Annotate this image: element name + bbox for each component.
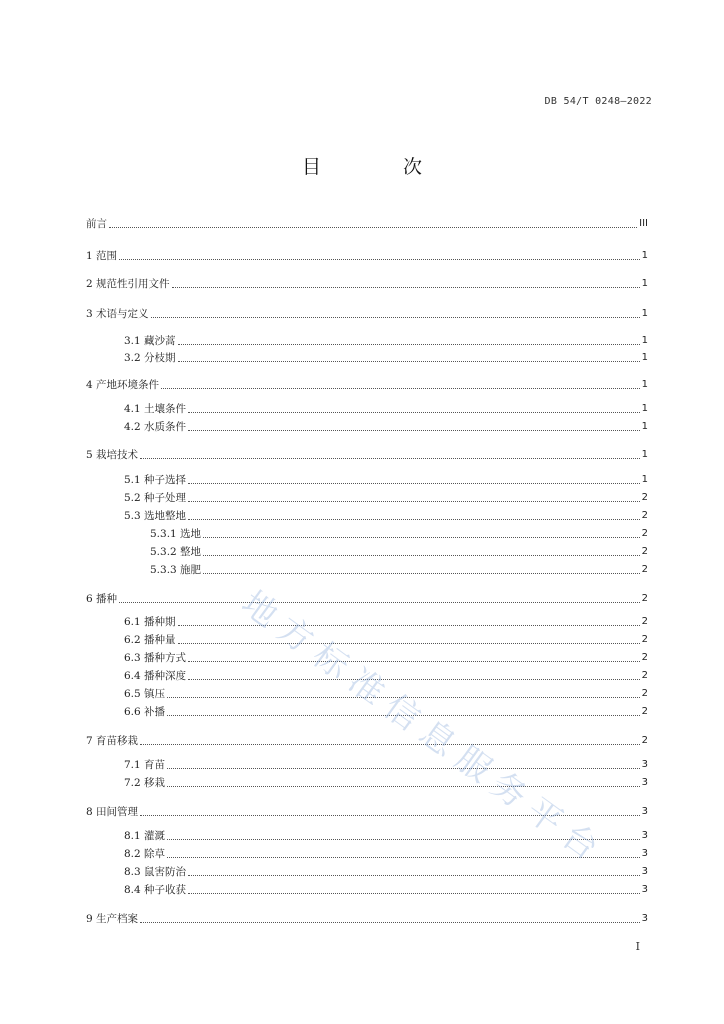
toc-entry[interactable] [86, 775, 648, 791]
toc-entry-page: 2 [641, 634, 648, 645]
toc-entry-label: 8.2 除草 [124, 848, 166, 860]
toc-entry-page: 2 [641, 688, 648, 699]
toc-leader-dots [188, 892, 640, 894]
toc-entry-label: 6.4 播种深度 [124, 670, 187, 682]
toc-entry-label: 3.1 藏沙蒿 [124, 335, 176, 347]
toc-entry-label: 8.3 鼠害防治 [124, 866, 187, 878]
toc-entry-label: 6.6 补播 [124, 706, 166, 718]
toc-entry[interactable] [86, 614, 648, 630]
toc-entry[interactable] [86, 733, 648, 749]
toc-leader-dots [119, 601, 640, 603]
toc-entry[interactable] [86, 704, 648, 720]
toc-leader-dots [188, 411, 640, 413]
toc-entry-page: 2 [641, 735, 648, 746]
toc-entry-page: 2 [641, 510, 648, 521]
toc-entry-label: 4 产地环境条件 [86, 379, 160, 391]
toc-entry-label: 3.2 分枝期 [124, 352, 176, 364]
toc-entry[interactable] [86, 350, 648, 366]
toc-entry-page: 1 [641, 421, 648, 432]
toc-entry-page: 1 [641, 449, 648, 460]
toc-leader-dots [178, 642, 640, 644]
toc-leader-dots [203, 536, 640, 538]
toc-entry-page: 2 [641, 706, 648, 717]
toc-entry[interactable] [86, 864, 648, 880]
toc-entry[interactable] [86, 419, 648, 435]
toc-entry[interactable] [86, 882, 648, 898]
toc-entry-page: 3 [641, 913, 648, 924]
toc-entry-page: 2 [641, 593, 648, 604]
toc-leader-dots [188, 874, 640, 876]
toc-entry[interactable] [86, 686, 648, 702]
toc-entry-page: 3 [641, 830, 648, 841]
toc-leader-dots [167, 696, 640, 698]
toc-entry[interactable] [86, 401, 648, 417]
toc-entry[interactable] [86, 804, 648, 820]
toc-entry[interactable] [86, 377, 648, 393]
toc-leader-dots [161, 387, 640, 389]
toc-entry[interactable] [86, 306, 648, 322]
toc-entry-label: 7.2 移栽 [124, 777, 166, 789]
page-number: I [635, 940, 640, 953]
toc-entry-page: III [639, 218, 648, 229]
toc-entry[interactable] [86, 828, 648, 844]
toc-entry-label: 5.2 种子处理 [124, 492, 187, 504]
toc-leader-dots [140, 743, 640, 745]
toc-entry-page: 2 [641, 528, 648, 539]
toc-entry-label: 5 栽培技术 [86, 449, 139, 461]
toc-entry-label: 5.3 选地整地 [124, 510, 187, 522]
toc-entry[interactable] [86, 447, 648, 463]
toc-entry-label: 7 育苗移栽 [86, 735, 139, 747]
toc-entry-label: 8.1 灌溉 [124, 830, 166, 842]
toc-entry-page: 1 [641, 308, 648, 319]
toc-leader-dots [188, 518, 640, 520]
toc-entry-label: 4.2 水质条件 [124, 421, 187, 433]
toc-leader-dots [188, 429, 640, 431]
toc-entry[interactable] [86, 526, 648, 542]
toc-leader-dots [167, 785, 640, 787]
toc-entry[interactable] [86, 650, 648, 666]
toc-entry-page: 2 [641, 492, 648, 503]
toc-entry-label: 6.1 播种期 [124, 616, 176, 628]
toc-entry[interactable] [86, 216, 648, 232]
toc-entry-page: 1 [641, 335, 648, 346]
toc-entry-label: 5.3.2 整地 [150, 546, 202, 558]
toc-entry[interactable] [86, 591, 648, 607]
toc-entry-label: 9 生产档案 [86, 913, 139, 925]
document-code: DB 54/T 0248—2022 [544, 96, 652, 107]
toc-entry-page: 1 [641, 352, 648, 363]
toc-entry-label: 6.3 播种方式 [124, 652, 187, 664]
toc-leader-dots [188, 482, 640, 484]
toc-entry[interactable] [86, 248, 648, 264]
toc-entry-label: 6.2 播种量 [124, 634, 176, 646]
toc-entry-page: 2 [641, 564, 648, 575]
toc-leader-dots [140, 457, 640, 459]
toc-leader-dots [167, 856, 640, 858]
toc-entry-page: 3 [641, 848, 648, 859]
toc-entry[interactable] [86, 846, 648, 862]
toc-entry-label: 5.3.1 选地 [150, 528, 202, 540]
toc-entry[interactable] [86, 562, 648, 578]
toc-entry-page: 1 [641, 379, 648, 390]
toc-entry-label: 8 田间管理 [86, 806, 139, 818]
toc-leader-dots [167, 767, 640, 769]
page-title: 目 次 [301, 156, 461, 178]
toc-leader-dots [151, 316, 640, 318]
toc-entry-label: 2 规范性引用文件 [86, 278, 170, 290]
toc-entry-page: 3 [641, 884, 648, 895]
watermark: 地方标准信息服务平台 [234, 583, 614, 875]
toc-entry-page: 3 [641, 777, 648, 788]
toc-entry[interactable] [86, 276, 648, 292]
toc-entry-label: 6.5 镇压 [124, 688, 166, 700]
toc-leader-dots [188, 660, 640, 662]
toc-entry-label: 5.3.3 施肥 [150, 564, 202, 576]
toc-leader-dots [178, 360, 640, 362]
toc-leader-dots [167, 714, 640, 716]
toc-entry[interactable] [86, 757, 648, 773]
toc-entry[interactable] [86, 472, 648, 488]
toc-entry-label: 7.1 育苗 [124, 759, 166, 771]
toc-leader-dots [167, 838, 640, 840]
toc-entry[interactable] [86, 544, 648, 560]
toc-entry-page: 2 [641, 546, 648, 557]
toc-entry-page: 3 [641, 806, 648, 817]
toc-leader-dots [140, 814, 640, 816]
toc-entry-page: 2 [641, 616, 648, 627]
toc-leader-dots [188, 678, 640, 680]
toc-entry-page: 1 [641, 474, 648, 485]
toc-leader-dots [203, 554, 640, 556]
toc-entry-page: 1 [641, 250, 648, 261]
toc-entry-label: 5.1 种子选择 [124, 474, 187, 486]
toc-entry[interactable] [86, 668, 648, 684]
toc-entry[interactable] [86, 508, 648, 524]
toc-entry-label: 4.1 土壤条件 [124, 403, 187, 415]
toc-leader-dots [109, 226, 637, 228]
toc-entry-label: 8.4 种子收获 [124, 884, 187, 896]
toc-entry-page: 3 [641, 866, 648, 877]
toc-leader-dots [188, 500, 640, 502]
toc-entry-label: 3 术语与定义 [86, 308, 149, 320]
toc-leader-dots [203, 572, 640, 574]
toc-entry[interactable] [86, 632, 648, 648]
toc-entry-page: 1 [641, 403, 648, 414]
toc-entry[interactable] [86, 911, 648, 927]
toc-leader-dots [119, 258, 640, 260]
toc-entry-label: 前言 [86, 218, 107, 230]
toc-leader-dots [140, 921, 640, 923]
toc-entry[interactable] [86, 333, 648, 349]
toc-entry-page: 3 [641, 759, 648, 770]
toc-entry-page: 2 [641, 652, 648, 663]
toc-entry[interactable] [86, 490, 648, 506]
toc-entry-label: 6 播种 [86, 593, 118, 605]
toc-entry-page: 1 [641, 278, 648, 289]
toc-entry-page: 2 [641, 670, 648, 681]
toc-entry-label: 1 范围 [86, 250, 118, 262]
toc-leader-dots [178, 624, 640, 626]
toc-leader-dots [178, 343, 640, 345]
toc-leader-dots [172, 286, 640, 288]
